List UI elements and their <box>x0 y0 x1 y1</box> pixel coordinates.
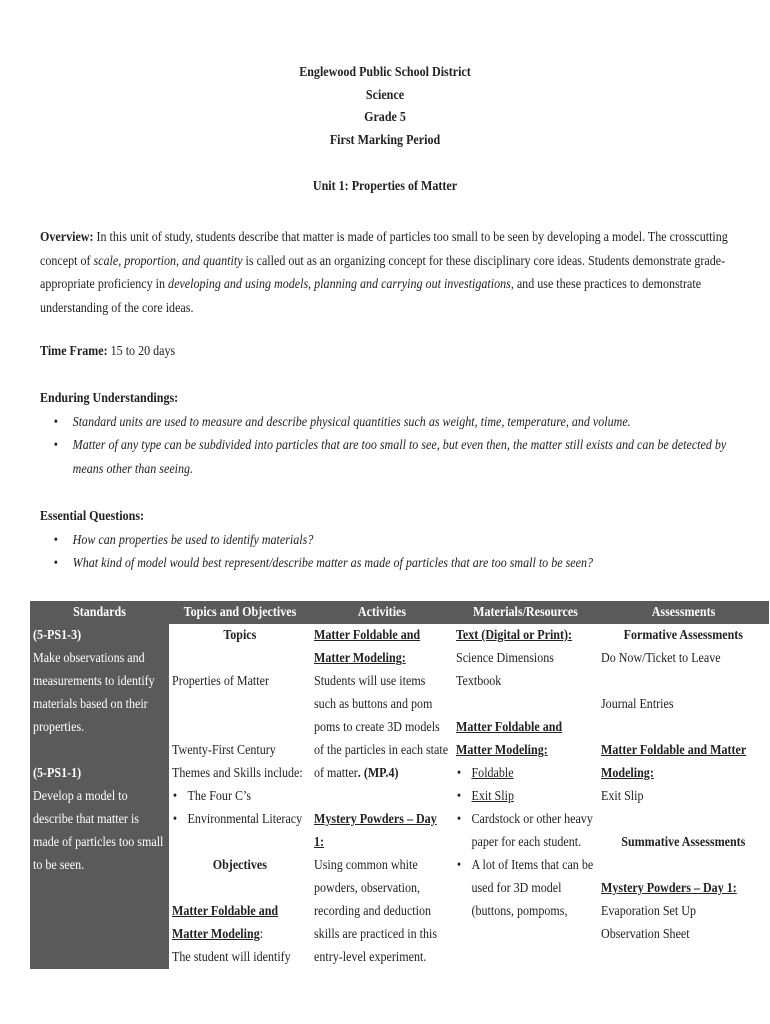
header-activities: Activities <box>311 601 453 624</box>
header-materials: Materials/Resources <box>453 601 598 624</box>
list-item: • Matter of any type can be subdivided into particles that are too small to see, but even then, the matter still exists and can be detected by means other than seeing. <box>73 434 728 481</box>
district-name: Englewood Public School District <box>299 65 471 80</box>
enduring-list <box>40 411 728 482</box>
standard-code-2: (5-PS1-1) <box>33 766 82 781</box>
topics-cell: Topics Properties of Matter Twenty-First Century Themes and Skills include: • The Four C’s • Environmental Literacy Objectives Matter Foldable and Matter Modeling: The student will identify <box>169 624 311 969</box>
header-assessments: Assessments <box>598 601 769 624</box>
list-item: • A lot of Items that can be used for 3D model (buttons, pompoms, <box>471 854 594 923</box>
enduring-label: Enduring Understandings: <box>40 391 179 406</box>
formative-item-3: Exit Slip <box>601 789 644 804</box>
table-row <box>30 624 769 969</box>
assessment-title-2: Mystery Powders – Day 1: <box>601 881 737 896</box>
summative-item-1: Evaporation Set Up <box>601 904 696 919</box>
summative-item-2: Observation Sheet <box>601 927 690 942</box>
overview-text-4: developing and using models <box>168 277 309 292</box>
materials-title-2: Matter Foldable and Matter Modeling: <box>456 720 563 758</box>
overview-text-5: , <box>308 277 315 292</box>
objective-text: The student will identify <box>172 950 291 965</box>
overview-section <box>40 226 730 320</box>
standards-cell <box>30 624 169 969</box>
list-item: • What kind of model would best represent/describe matter as made of particles that are too small to be seen? <box>73 552 728 576</box>
overview-text-7: , and use these practices to demonstrate understanding of the core ideas. <box>40 277 702 316</box>
grade: Grade 5 <box>364 110 406 125</box>
essential-questions-section <box>40 505 730 576</box>
unit-title: Unit 1: Properties of Matter <box>312 179 458 194</box>
time-frame-label: Time Frame: <box>40 344 108 359</box>
overview-text-2: scale, proportion, and quantity <box>93 253 243 269</box>
document-header <box>54 62 716 152</box>
time-frame-value: 15 to 20 days <box>107 344 176 359</box>
topics-heading: Topics <box>223 628 257 643</box>
subject: Science <box>365 87 405 103</box>
overview-text-1: In this unit of study, students describe that matter is made of particles too small to be seen by developing a model. The crosscutting concept of <box>40 230 728 269</box>
assessments-cell <box>598 624 769 969</box>
activities-cell <box>311 624 453 969</box>
themes-list <box>172 785 308 831</box>
marking-period: First Marking Period <box>329 132 441 148</box>
enduring-understandings-section <box>40 387 730 481</box>
list-item: • Cardstock or other heavy paper for each student. <box>471 808 594 854</box>
exit-slip-link[interactable]: Exit Slip <box>471 789 514 804</box>
standard-text-2: Develop a model to describe that matter is made of particles too small to be seen. <box>33 789 164 873</box>
assessment-title-1: Matter Foldable and Matter Modeling: <box>601 743 747 781</box>
summative-heading: Summative Assessments <box>621 835 746 850</box>
overview-text-6: planning and carrying out investigations <box>314 277 511 292</box>
list-item: • How can properties be used to identify materials? <box>73 529 728 553</box>
activity-title-1: Matter Foldable and Matter Modeling: <box>314 628 421 666</box>
header-topics: Topics and Objectives <box>169 601 311 624</box>
materials-title-1: Text (Digital or Print): <box>456 628 573 643</box>
activity-text-1: Students will use items such as buttons and pom poms to create 3D models of the particles in each state of matter <box>314 674 449 781</box>
list-item: • The Four C’s <box>187 785 307 808</box>
objectives-heading: Objectives <box>212 858 267 873</box>
formative-heading: Formative Assessments <box>623 628 743 643</box>
formative-item-2: Journal Entries <box>601 697 674 712</box>
time-frame-section <box>40 340 730 364</box>
standard-text-1: Make observations and measurements to identify materials based on their properties. <box>33 651 155 735</box>
header-standards: Standards <box>30 601 169 624</box>
list-item: • Standard units are used to measure and describe physical quantities such as weight, time, temperature, and volume. <box>73 411 728 435</box>
formative-item-1: Do Now/Ticket to Leave <box>601 651 721 666</box>
table-header-row <box>30 601 769 624</box>
essential-label: Essential Questions: <box>40 509 145 524</box>
activity-mp: . (MP.4) <box>357 766 399 781</box>
list-item: • Environmental Literacy <box>187 808 307 831</box>
themes-text: Twenty-First Century Themes and Skills include: <box>172 743 303 781</box>
objective-title: Matter Foldable and Matter Modeling <box>172 904 279 942</box>
topic-properties: Properties of Matter <box>172 674 269 689</box>
materials-text-1: Science Dimensions Textbook <box>456 651 554 689</box>
overview-text-3: is called out as an organizing concept for these disciplinary core ideas. Students demonstrate grade-appropriate proficiency in <box>40 253 726 292</box>
standard-code-1: (5-PS1-3) <box>33 628 82 643</box>
materials-list <box>456 762 595 923</box>
curriculum-table <box>30 601 769 969</box>
overview-label: Overview: <box>40 230 94 245</box>
activity-title-2: Mystery Powders – Day 1: <box>314 812 437 850</box>
foldable-link[interactable]: Foldable <box>471 766 514 781</box>
materials-cell <box>453 624 598 969</box>
activity-text-2: Using common white powders, observation, recording and deduction skills are practiced in this entry-level experiment. <box>314 858 438 965</box>
essential-list <box>40 529 728 576</box>
